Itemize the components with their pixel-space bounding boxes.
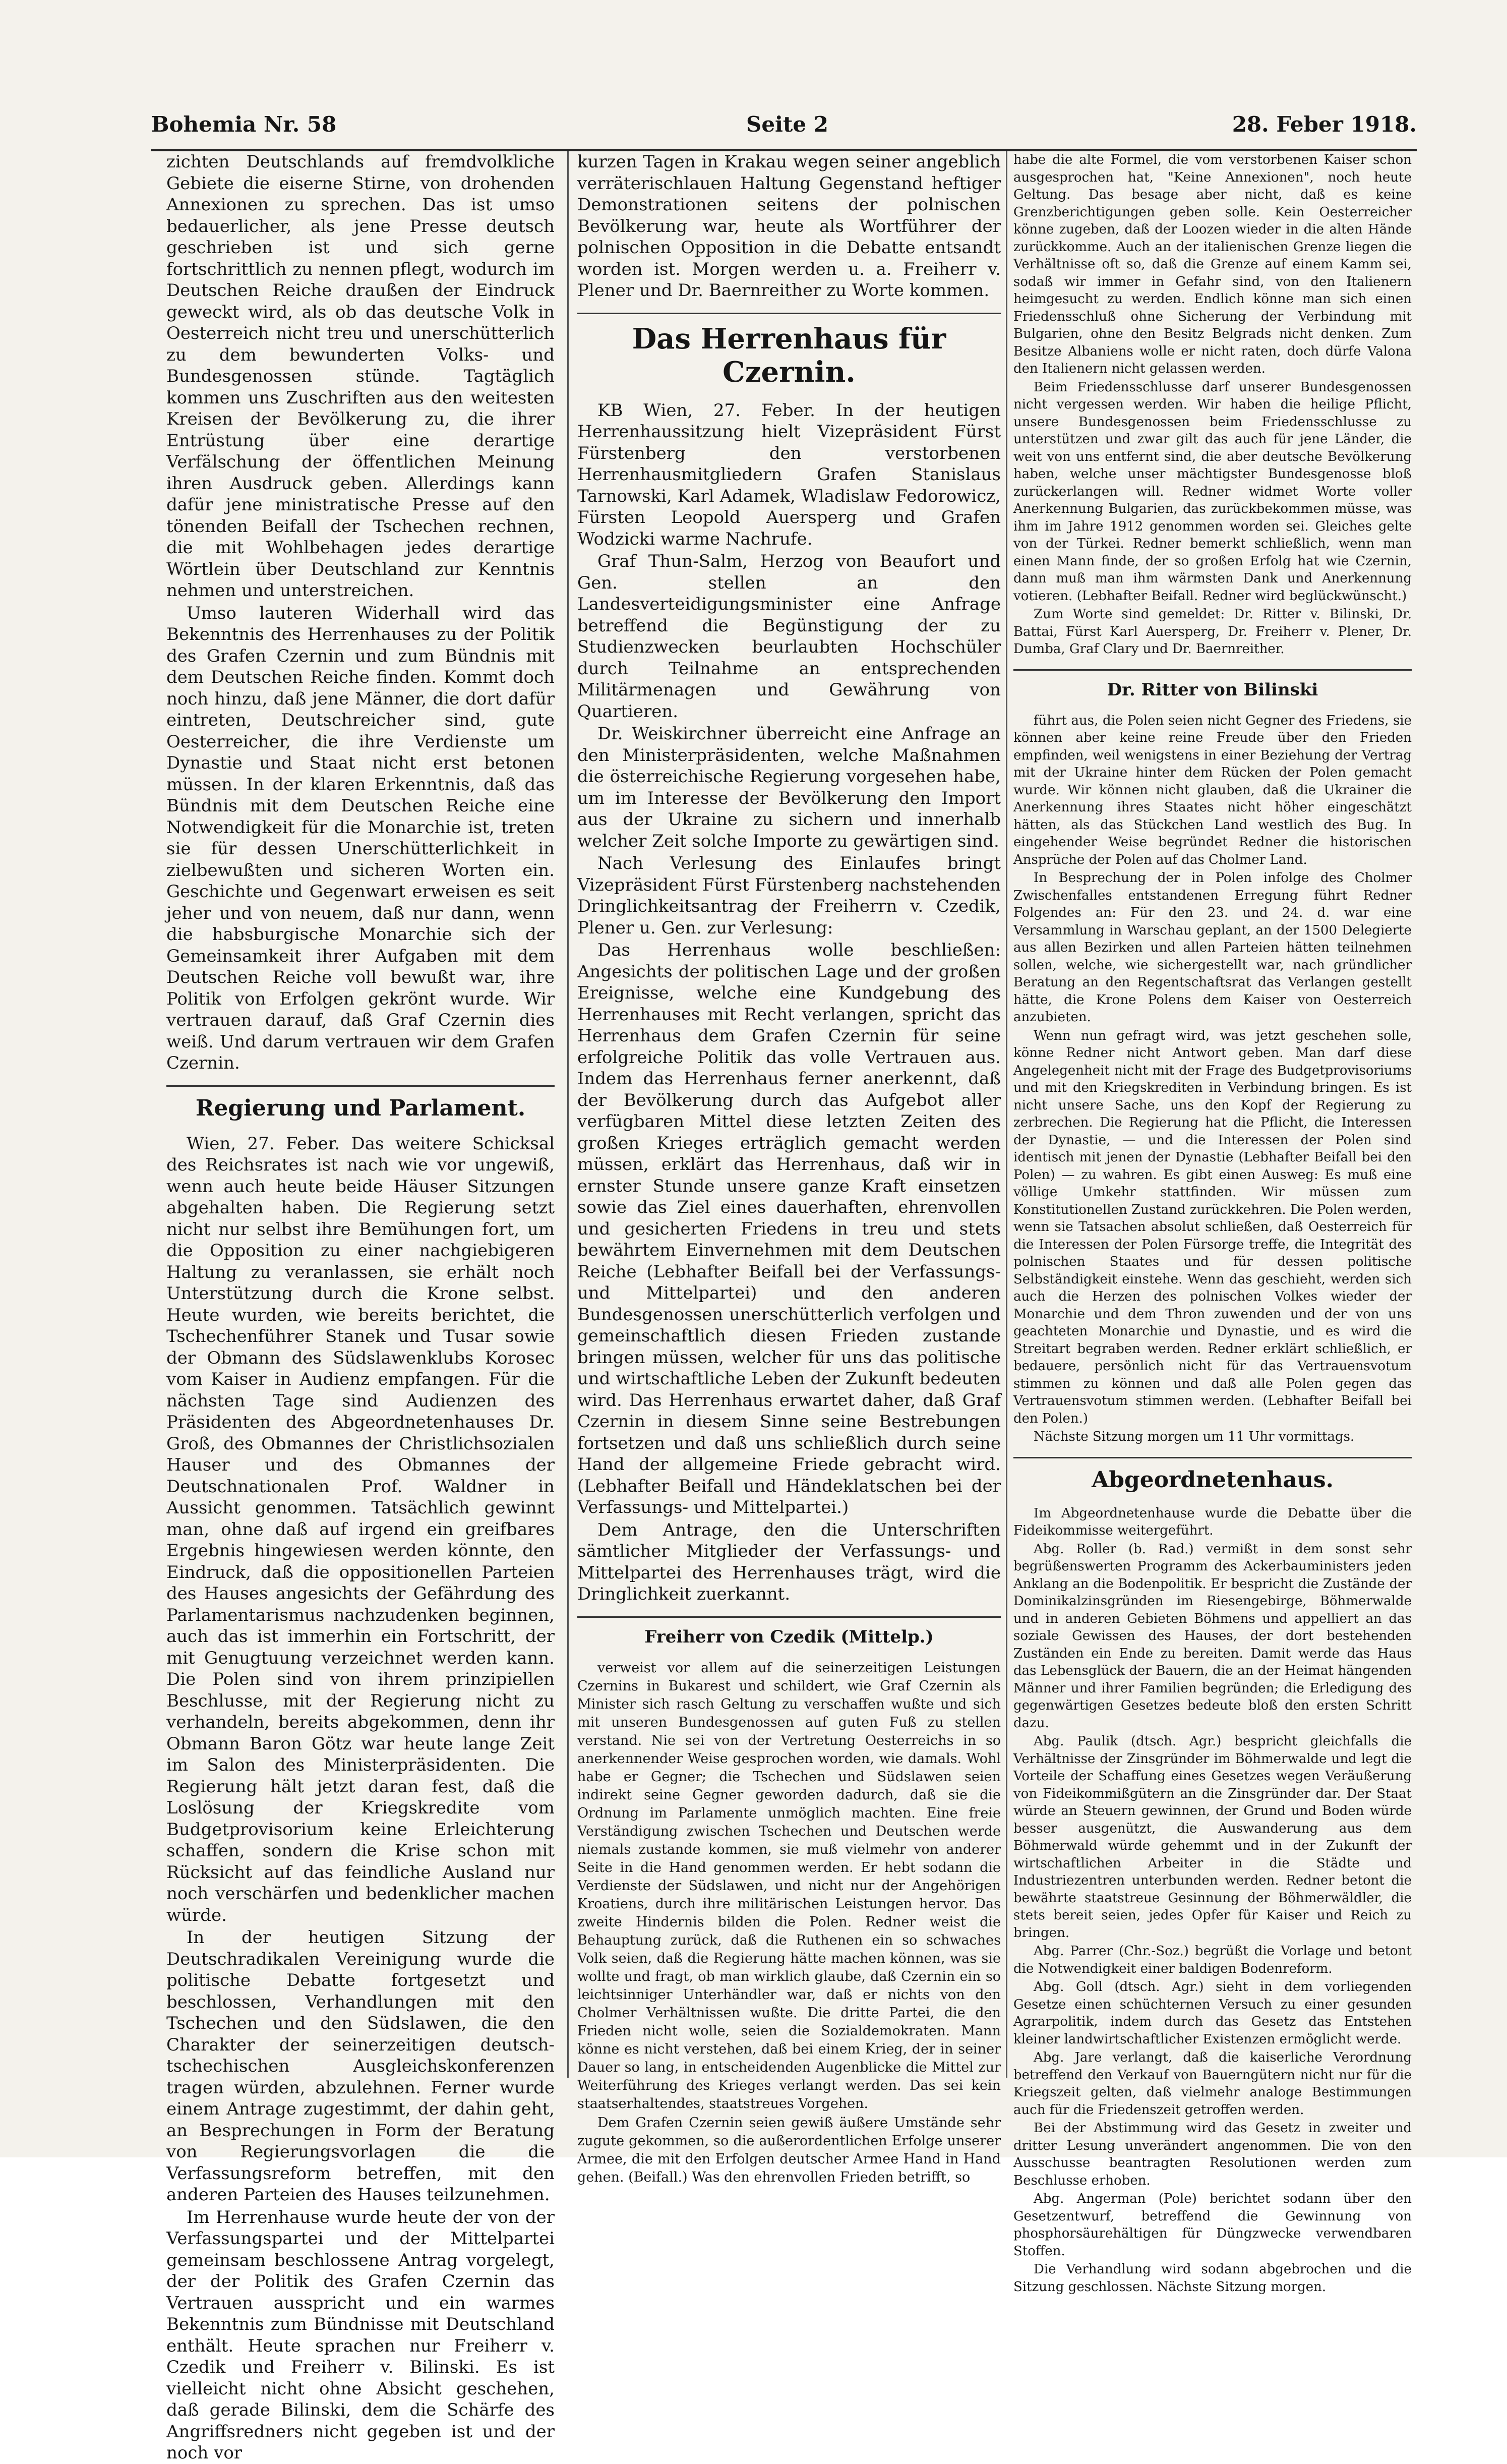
section-heading: Abgeordnetenhaus. [1013, 1457, 1412, 1494]
speech-text: Beim Friedensschlusse darf unserer Bundesgenossen nicht vergessen werden. Wir haben die heilige Pflicht, unsere Bundesgenossen beim Friedensschlusse zu unterstützen und zwar gilt das auch für jene Länder, die weit von uns entfernt sind, die aber deutsche Bevölkerung haben, welche unser mächtigster Bundesgenosse bloß zurückerlangen will. Redner widmet Worte voller Anerkennung Bulgarien, das zurückbekommen müsse, was ihm im Jahre 1912 genommen worden sei. Gleiches gelte von der Türkei. Redner bemerkt schließlich, wenn man einen Mann finde, der so großen Erfolg hat wie Czernin, dann muß man ihm wärmsten Dank und Anerkennung votieren. (Lebhafter Beifall. Redner wird beglückwünscht.) [1013, 379, 1412, 604]
issue-date: 28. Feber 1918. [1232, 112, 1417, 137]
article-text: Abg. Paulik (dtsch. Agr.) bespricht gleichfalls die Verhältnisse der Zinsgründer im Böhmerwalde und legt die Vorteile der Schaffung eines Gesetzes wegen Veräußerung von Fideikommißgütern an die Zinsgründer dar. Der Staat würde an Steuern gewinnen, der Grund und Boden würde besser ausgenützt, die Auswanderung aus dem Böhmerwald würde gehemmt und in der Zukunft der wirtschaftlichen Arbeiter in die Städte und Industriezentren unterbunden werden. Redner betont die bewährte staatstreue Gesinnung der Böhmerwäldler, die stets bereit seien, jedes Opfer für Kaiser und Reich zu bringen. [1013, 1734, 1412, 1941]
column-divider [1006, 151, 1007, 2078]
article-text: Im Abgeordnetenhause wurde die Debatte über die Fideikommisse weitergeführt. [1013, 1505, 1412, 1538]
article-text: Nächste Sitzung morgen um 11 Uhr vormittags. [1034, 1429, 1355, 1444]
article-text: Die Verhandlung wird sodann abgebrochen und die Sitzung geschlossen. Nächste Sitzung morgen. [1013, 2262, 1412, 2295]
article-text: Bei der Abstimmung wird das Gesetz in zweiter und dritter Lesung unverändert angenommen. Die von den Ausschusse beantragten Resolutionen werden zum Beschlusse erhoben. [1013, 2121, 1412, 2188]
article-text: Nach Verlesung des Einlaufes bringt Vizepräsident Fürst Fürstenberg nachstehenden Dringlichkeitsantrag der Freiherrn v. Czedik, Plener u. Gen. zur Verlesung: [577, 853, 1001, 938]
article-text: Im Herrenhause wurde heute der von der Verfassungspartei und der Mittelpartei gemeinsam beschlossene Antrag vorgelegt, der der Politik des Grafen Czernin das Vertrauen ausspricht und ein warmes Bekenntnis zum Bündnisse mit Deutschland enthält. Heute sprachen nur Freiherr v. Czedik und Freiherr v. Bilinski. Es ist vielleicht nicht ohne Absicht geschehen, daß gerade Bilinski, dem die Schärfe des Angriffsredners nicht gegeben ist und der noch vor [166, 2207, 555, 2463]
article-text: kurzen Tagen in Krakau wegen seiner angeblich verräterischlauen Haltung Gegenstand heftiger Demonstrationen seitens der polnischen Bevölkerung war, heute als Wortführer der polnischen Opposition in die Debatte entsandt worden ist. Morgen werden u. a. Freiherr v. Plener und Dr. Baernreither zu Worte kommen. [577, 152, 1001, 301]
section-heading: Das Herrenhaus für Czernin. [577, 313, 1001, 389]
speech-text: In Besprechung der in Polen infolge des Cholmer Zwischenfalles entstandenen Erregung führt Redner Folgendes an: Für den 23. und 24. d. war eine Versammlung in Warschau geplant, an der 1500 Delegierte aus allen Bezirken und allen Parteien hätten teilnehmen sollen, welche, wie sichergestellt war, nach gründlicher Beratung an den Regentschaftsrat das Verlangen gestellt hätte, die Krone Polens dem Kaiser von Oesterreich anzubieten. [1013, 870, 1412, 1025]
article-text: zichten Deutschlands auf fremdvolkliche Gebiete die eiserne Stirne, von drohenden Annexionen zu sprechen. Das ist umso bedauerlicher, als jene Presse deutsch geschrieben ist und sich gerne fortschrittlich zu nennen pflegt, wodurch im Deutschen Reiche draußen der Eindruck geweckt wird, als ob das deutsche Volk in Oesterreich nicht treu und unerschütterlich zu dem bewunderten Volks- und Bundesgenossen stünde. Tagtäglich kommen uns Zuschriften aus den weitesten Kreisen der Bevölkerung zu, die ihrer Entrüstung über eine derartige Verfälschung der öffentlichen Meinung ihren Ausdruck geben. Allerdings kann dafür jene ministratische Presse auf den tönenden Beifall der Tschechen rechnen, die mit Wohlbehagen jedes derartige Wörtlein über Deutschland zur Kenntnis nehmen und unterstreichen. [166, 152, 555, 601]
article-text: Abg. Goll (dtsch. Agr.) sieht in dem vorliegenden Gesetze einen schüchternen Versuch zu einer gesunden Agrarpolitik, indem durch das Gesetz das Entstehen kleiner landwirtschaftlicher Existenzen ermöglicht werde. [1013, 1979, 1412, 2047]
speech-text: Wenn nun gefragt wird, was jetzt geschehen solle, könne Redner nicht Antwort geben. Man darf diese Angelegenheit nicht mit der Frage des Budgetprovisoriums und mit den Kriegskrediten in Verbindung bringen. Es ist nicht unsere Sache, uns den Kopf der Regierung zu zerbrechen. Die Regierung hat die Pflicht, die Interessen der Dynastie, — und die Interessen der Polen sind identisch mit jenen der Dynastie (Lebhafter Beifall bei den Polen) — zu wahren. Es gibt einen Ausweg: Es muß eine völlige Umkehr stattfinden. Wir müssen zum Konstitutionellen Zustand zurückkehren. Die Polen werden, wenn sie Tatsachen absolut schließen, daß Oesterreich für die Interessen der Polen Fürsorge treffe, die Integrität des polnischen Staates und für dessen politische Selbständigkeit einstehe. Wenn das geschieht, werden sich auch die Herzen des polnischen Volkes wieder der Monarchie und dem Thron zuwenden und der von uns geachteten Monarchie und Dynastie, und es wird die Streitart begraben werden. Redner erklärt schließlich, er bedauere, persönlich nicht für das Vertrauensvotum stimmen zu können und daß alle Polen gegen das Vertrauensvotum stimmen werden. (Lebhafter Beifall bei den Polen.) [1013, 1028, 1412, 1426]
speech-text: habe die alte Formel, die vom verstorbenen Kaiser schon ausgesprochen hat, "Keine Annexionen", noch heute Geltung. Das besage aber nicht, daß es keine Grenzberichtigungen geben solle. Kein Oesterreicher könne zugeben, daß der Loozen wieder in die alten Hände zurückkomme. Auch an der italienischen Grenze liegen die Verhältnisse oft so, daß die Grenze auf einem Kamm sei, sodaß wir immer in Gefahr sind, von den Italienern heimgesucht zu werden. Endlich könne man sich einen Friedensschluß ohne Sicherung der Verbindung mit Bulgarien, ohne den Besitz Belgrads nicht denken. Zum Besitze Albaniens wolle er nicht raten, doch dürfe Valona den Italienern nicht gelassen werden. [1013, 152, 1412, 376]
speaker-heading: Dr. Ritter von Bilinski [1013, 669, 1412, 701]
article-text: Abg. Jare verlangt, daß die kaiserliche Verordnung betreffend den Verkauf von Bauerngütern nicht nur für die Kriegszeit gelten, daß vielmehr analoge Bestimmungen auch für die Friedenszeit getroffen werden. [1013, 2050, 1412, 2118]
column-2 [577, 151, 1001, 2185]
page-number: Seite 2 [746, 112, 828, 137]
article-text: In der heutigen Sitzung der Deutschradikalen Vereinigung wurde die politische Debatte fortgesetzt und beschlossen, Verhandlungen mit den Tschechen und den Südslawen, die den Charakter der seinerzeitigen deutsch-tschechischen Ausgleichskonferenzen tragen würden, abzulehnen. Ferner wurde einem Antrage zugestimmt, der dahin geht, an Besprechungen in Form der Beratung von Regierungsvorlagen die die Verfassungsreform betreffen, mit den anderen Parteien des Hauses teilzunehmen. [166, 1927, 555, 2205]
article-text: KB Wien, 27. Feber. In der heutigen Herrenhaussitzung hielt Vizepräsident Fürst Fürstenberg den verstorbenen Herrenhausmitgliedern Grafen Stanislaus Tarnowski, Karl Adamek, Wladislaw Fedorowicz, Fürsten Leopold Auersperg und Grafen Wodzicki warme Nachrufe. [577, 400, 1001, 549]
article-text: Abg. Parrer (Chr.-Soz.) begrüßt die Vorlage und betont die Notwendigkeit einer baldigen Bodenreform. [1013, 1944, 1412, 1976]
article-text: Abg. Roller (b. Rad.) vermißt in dem sonst sehr begrüßenswerten Programm des Ackerbauministers jeden Anklang an die Bodenpolitik. Er bespricht die Zustände der Dominikalzinsgründen im Riesengebirge, Böhmerwalde und in anderen Gebieten Böhmens und appelliert an das soziale Gewissen des Hauses, der dort bestehenden Zuständen ein Ende zu bereiten. Damit werde das Haus das Lebensglück der Bauern, die an der Heimat hängenden Männer und ihrer Familien begründen; die Erledigung des gegenwärtigen Gesetzes bedeute bloß den ersten Schritt dazu. [1013, 1541, 1412, 1731]
speech-text: Dem Grafen Czernin seien gewiß äußere Umstände sehr zugute gekommen, so die außerordentlichen Erfolge unserer Armee, die mit den Erfolgen deutscher Armee Hand in Hand gehen. (Beifall.) Was den ehrenvollen Frieden betrifft, so [577, 2115, 1001, 2185]
article-text: Dr. Weiskirchner überreicht eine Anfrage an den Ministerpräsidenten, welche Maßnahmen die österreichische Regierung vorgesehen habe, um im Interesse der Bevölkerung den Import aus der Ukraine zu sichern und innerhalb welcher Zeit solche Importe zu gewärtigen sind. [577, 724, 1001, 851]
article-text: Umso lauteren Widerhall wird das Bekenntnis des Herrenhauses zu der Politik des Grafen Czernin und zum Bündnis mit dem Deutschen Reiche finden. Kommt doch noch hinzu, daß jene Männer, die dort dafür eintreten, Deutschreicher sind, gute Oesterreicher, die ihre Verdienste um Dynastie und Staat nicht erst betonen müssen. In der klaren Erkenntnis, daß das Bündnis mit dem Deutschen Reiche eine Notwendigkeit für die Monarchie ist, treten sie für dessen Unerschütterlichkeit in zielbewußten und sicheren Worten ein. Geschichte und Gegenwart erweisen es seit jeher und von neuem, daß nur dann, wenn die habsburgische Monarchie sich der Gemeinsamkeit ihrer Aufgaben mit dem Deutschen Reiche voll bewußt war, ihre Politik von Erfolgen gekrönt wurde. Wir vertrauen darauf, daß Graf Czernin dies weiß. Und darum vertrauen wir dem Grafen Czernin. [166, 603, 555, 1073]
speech-text: führt aus, die Polen seien nicht Gegner des Friedens, sie können aber keine reine Freude über den Frieden empfinden, weil wenigstens in einer Beziehung der Vertrag mit der Ukraine hinter dem Rücken der Polen gemacht wurde. Wir können nicht glauben, daß die Ukrainer die Anerkennung ihres Staates nicht höher eingeschätzt hätten, als das Stückchen Land westlich des Bug. In eingehender Weise begründet Redner die historischen Ansprüche der Polen auf das Cholmer Land. [1013, 713, 1412, 867]
page-header [151, 106, 1417, 151]
column-3 [1013, 151, 1412, 2295]
article-text: Abg. Angerman (Pole) berichtet sodann über den Gesetzentwurf, betreffend die Gewinnung von phosphorsäurehältigen für Düngzwecke verwendbaren Stoffen. [1013, 2191, 1412, 2259]
masthead-issue: Bohemia Nr. 58 [151, 112, 337, 137]
article-text: Wien, 27. Feber. Das weitere Schicksal des Reichsrates ist nach wie vor ungewiß, wenn auch heute beide Häuser Sitzungen abgehalten haben. Die Regierung setzt nicht nur selbst ihre Bemühungen fort, um die Opposition zu einer nachgiebigeren Haltung zu veranlassen, sie erhält noch Unterstützung durch die Krone selbst. Heute wurden, wie bereits berichtet, die Tschechenführer Stanek und Tusar sowie der Obmann des Südslawenklubs Korosec vom Kaiser in Audienz empfangen. Für die nächsten Tage sind Audienzen des Präsidenten des Abgeordnetenhauses Dr. Groß, des Obmannes der Christlichsozialen Hauser und des Obmannes der Deutschnationalen Prof. Waldner in Aussicht genommen. Tatsächlich gewinnt man, ohne daß auf irgend ein greifbares Ergebnis hingewiesen werden könnte, den Eindruck, daß die oppositionellen Parteien des Hauses angesichts der Gefährdung des Parlamentarismus nachzudenken beginnen, auch das ist immerhin ein Fortschritt, der mit Genugtuung verzeichnet werden kann. Die Polen sind von ihrem prinzipiellen Beschlusse, mit der Regierung nicht zu verhandeln, bereits abgekommen, denn ihr Obmann Baron Götz war heute lange Zeit im Salon des Ministerpräsidenten. Die Regierung hält jetzt daran fest, daß die Loslösung der Kriegskredite vom Budgetprovisorium keine Erleichterung schaffen, sondern die Krise schon mit Rücksicht auf das feindliche Ausland nur noch verschärfen und bedenklicher machen würde. [166, 1133, 555, 1925]
column-divider [567, 151, 569, 2078]
article-text: Zum Worte sind gemeldet: Dr. Ritter v. Bilinski, Dr. Battai, Fürst Karl Auersperg, Dr. Freiherr v. Plener, Dr. Dumba, Graf Clary und Dr. Baernreither. [1013, 607, 1412, 657]
article-text: Graf Thun-Salm, Herzog von Beaufort und Gen. stellen an den Landesverteidigungsminister eine Anfrage betreffend die Begünstigung der zu Studienzwecken beurlaubten Hochschüler durch Teilnahme an entsprechenden Militärmenagen und Gewährung von Quartieren. [577, 551, 1001, 722]
column-1 [166, 151, 555, 2463]
speech-text: verweist vor allem auf die seinerzeitigen Leistungen Czernins in Bukarest und schildert, wie Graf Czernin als Minister sich rasch Geltung zu verschaffen wußte und sich mit unseren Bundesgenossen auf guten Fuß zu stellen verstand. Nie sei von der Vertretung Oesterreichs in so anerkennender Weise gesprochen worden, wie damals. Wohl habe er Gegner; die Tschechen und Südslawen seien indirekt seine Gegner geworden dadurch, daß sie die Ordnung im Parlamente unmöglich machten. Eine freie Verständigung zwischen Tschechen und Deutschen werde niemals zustande kommen, sie muß vielmehr von anderer Seite in die Hand genommen werden. Er hebt sodann die Verdienste der Südslawen, und nicht nur der Angehörigen Kroatiens, durch ihre militärischen Leistungen hervor. Das zweite Hindernis bilden die Polen. Redner weist die Behauptung zurück, daß die Ruthenen ein so schwaches Volk seien, daß die Regierung hätte machen können, was sie wollte und fragt, ob man wirklich glaube, daß Czernin ein so leichtsinniger Unterhändler war, daß er nichts von den Cholmer Verhältnissen wußte. Die dritte Partei, die den Frieden nicht wolle, seien die Sozialdemokraten. Mann könne es nicht verstehen, daß bei einem Krieg, der in seiner Dauer so lang, in entscheidenden Augenblicke die Mittel zur Weiterführung des Krieges verlangt werden. Das sei kein staatserhaltendes, staatstreues Vorgehen. [577, 1660, 1001, 2111]
speaker-heading: Freiherr von Czedik (Mittelp.) [577, 1616, 1001, 1648]
resolution-text: Das Herrenhaus wolle beschließen: Angesichts der politischen Lage und der großen Ereignisse, welche eine Kundgebung des Herrenhauses mit Recht verlangen, spricht das Herrenhaus dem Grafen Czernin für seine erfolgreiche Politik das volle Vertrauen aus. Indem das Herrenhaus ferner anerkennt, daß der Bevölkerung durch das Aufgebot aller verfügbaren Mittel diese letzten Zeiten des großen Krieges erträglich gemacht werden müssen, erklärt das Herrenhaus, daß wir in ernster Stunde unsere ganze Kraft einsetzen sowie das Ziel eines dauerhaften, ehrenvollen und gesicherten Friedens in treu und stets bewährtem Einvernehmen mit dem Deutschen Reiche (Lebhafter Beifall bei der Verfassungs- und Mittelpartei) und den anderen Bundesgenossen unerschütterlich verfolgen und gemeinschaftlich diesen Frieden zustande bringen müssen, welcher für uns das politische und wirtschaftliche Leben der Zukunft bedeuten wird. Das Herrenhaus erwartet daher, daß Graf Czernin in diesem Sinne seine Bestrebungen fortsetzen und daß uns schließlich durch seine Hand der allgemeine Friede gebracht wird. (Lebhafter Beifall und Händeklatschen bei der Verfassungs- und Mittelpartei.) [577, 940, 1001, 1517]
article-text: Dem Antrage, den die Unterschriften sämtlicher Mitglieder der Verfassungs- und Mittelpartei des Herrenhauses trägt, wird die Dringlichkeit zuerkannt. [577, 1519, 1001, 1604]
section-heading: Regierung und Parlament. [166, 1085, 555, 1122]
